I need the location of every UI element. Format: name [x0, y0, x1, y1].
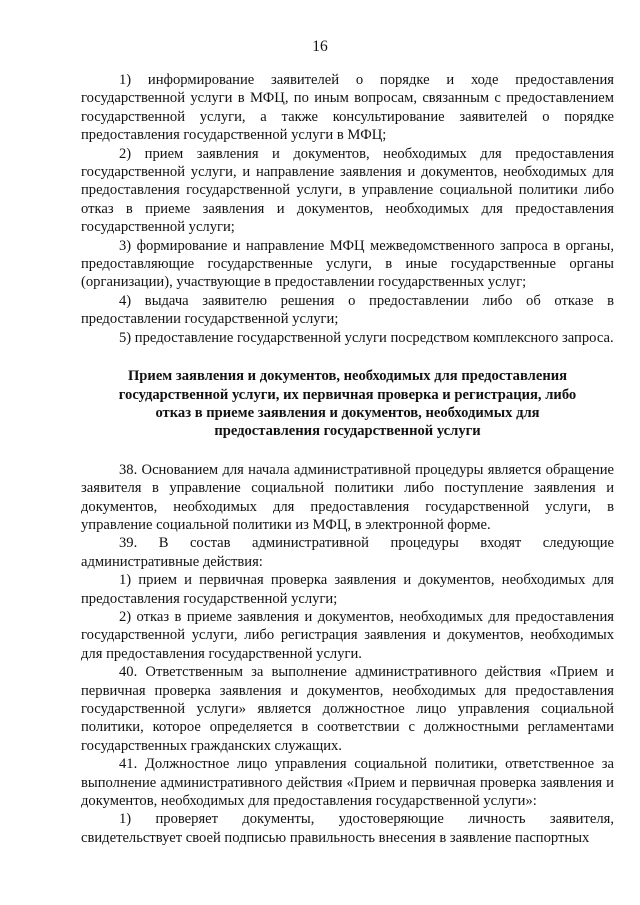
section-heading: Прием заявления и документов, необходимых для предоставления государственной услуги, их первичная проверка и регистрация, либо отказ в приеме заявления и документов, необходимых для предоставления государственной услуги [118, 368, 577, 440]
paragraph-40: 40. Ответственным за выполнение административного действия «Прием и первичная проверка заявления и документов, необходимых для предоставления государственной услуги» является должностное лицо управления социальной политики, которое определяется в соответствии с должностными регламентами государственных гражданских служащих. [81, 664, 614, 754]
paragraph-38: 38. Основанием для начала административной процедуры является обращение заявителя в управление социальной политики либо поступление заявления и документов, необходимых для предоставления государственной услуги, в управление социальной политики из МФЦ, в электронной форме. [81, 461, 614, 533]
list-item: 3) формирование и направление МФЦ межведомственного запроса в органы, предоставляющие государственные услуги, в иные государственные органы (организации), участвующие в предоставлении государственных услуг; [81, 237, 614, 291]
list-item: 2) прием заявления и документов, необходимых для предоставления государственной услуги, и направление заявления и документов, необходимых для предоставления государственной услуги, в управление социальной политики либо отказ в приеме заявления и документов, необходимых для предоставления государственной услуги; [81, 145, 614, 236]
page-body [81, 71, 614, 847]
list-item: 1) прием и первичная проверка заявления и документов, необходимых для предоставления государственной услуги; [81, 572, 614, 607]
list-item: 1) информирование заявителей о порядке и ходе предоставления государственной услуги в МФЦ, по иным вопросам, связанным с предоставлением государственной услуги, а также консультирование заявителей о порядке предоставления государственной услуги в МФЦ; [81, 72, 614, 144]
list-item: 1) проверяет документы, удостоверяющие личность заявителя, свидетельствует своей подписью правильность внесения в заявление паспортных [81, 811, 614, 846]
paragraph-39: 39. В состав административной процедуры входят следующие административные действия: [81, 535, 614, 570]
list-item: 4) выдача заявителю решения о предоставлении либо об отказе в предоставлении государственной услуги; [81, 292, 614, 328]
page-number: 16 [312, 38, 328, 55]
paragraph-41: 41. Должностное лицо управления социальной политики, ответственное за выполнение административного действия «Прием и первичная проверка заявления и документов, необходимых для предоставления государственной услуги»: [81, 756, 614, 810]
list-item: 5) предоставление государственной услуги посредством комплексного запроса. [119, 329, 614, 346]
list-item: 2) отказ в приеме заявления и документов, необходимых для предоставления государственной услуги, либо регистрация заявления и документов, необходимых для предоставления государственной услуги. [81, 608, 614, 662]
